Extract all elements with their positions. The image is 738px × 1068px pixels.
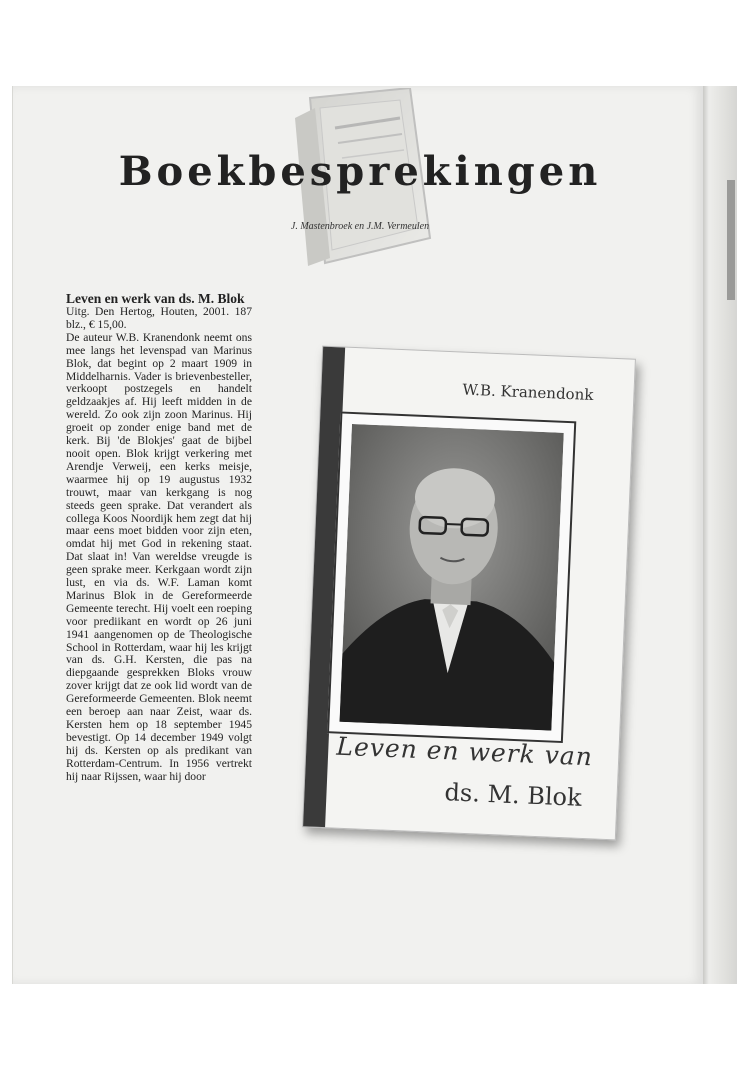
book-cover xyxy=(302,346,636,841)
page-edge-mark xyxy=(727,180,735,300)
article-title: Leven en werk van ds. M. Blok xyxy=(66,291,245,306)
cover-photo-frame xyxy=(327,411,576,743)
section-title: Boekbesprekingen xyxy=(118,148,602,195)
review-article xyxy=(66,292,252,784)
article-body: De auteur W.B. Kranendonk neemt ons mee langs het levenspad van Marinus Blok, dat begint op 2 maart 1909 in Middelharnis. Vader is brievenbesteller, verkoopt postzegels en handelt geldzaakjes af. Hij leeft midden in de wereld. Zo ook zijn zoon Marinus. Hij groeit op zonder enige band met de kerk. Bij 'de Blokjes' gaat de bijbel nooit open. Blok krijgt verkering met Arendje Verweij, een kerks meisje, waarmee hij op 19 augustus 1932 trouwt, maar van kerkgang is nog steeds geen sprake. Dat verandert als collega Koos Noordijk hem zegt dat hij maar eens moet bidden voor zijn eten, omdat hij met God in rekening staat. Dat slaat in! Van wereldse vreugde is geen sprake meer. Kerkgaan wordt zijn lust, en via ds. W.F. Laman komt Marinus Blok in de Gereformeerde Gemeente terecht. Hij voelt een roeping voor prediikant en wordt op 26 juni 1941 aangenomen op de Theologische School in Rotterdam, waar hij les krijgt van ds. G.H. Kersten, die pas na diepgaande gesprekken Bloks vrouw zover krijgt dat ze ook lid wordt van de Gereformeerde Gemeenten. Blok neemt een beroep aan naar Zeist, waar ds. Kersten hem op 18 september 1945 bevestigt. Op 14 december 1949 volgt hij ds. Kersten op als predikant van Rotterdam-Centrum. In 1956 vertrekt hij naar Rijssen, waar hij door xyxy=(66,330,252,783)
cover-author: W.B. Kranendonk xyxy=(462,380,594,405)
cover-subtitle-line1: Leven en werk van xyxy=(335,731,594,772)
section-authors: J. Mastenbroek en J.M. Vermeulen xyxy=(290,221,430,232)
article-meta: Uitg. Den Hertog, Houten, 2001. 187 blz., € 15,00. xyxy=(66,305,252,331)
portrait-photo xyxy=(339,424,563,731)
cover-subtitle-line2: ds. M. Blok xyxy=(444,778,583,812)
